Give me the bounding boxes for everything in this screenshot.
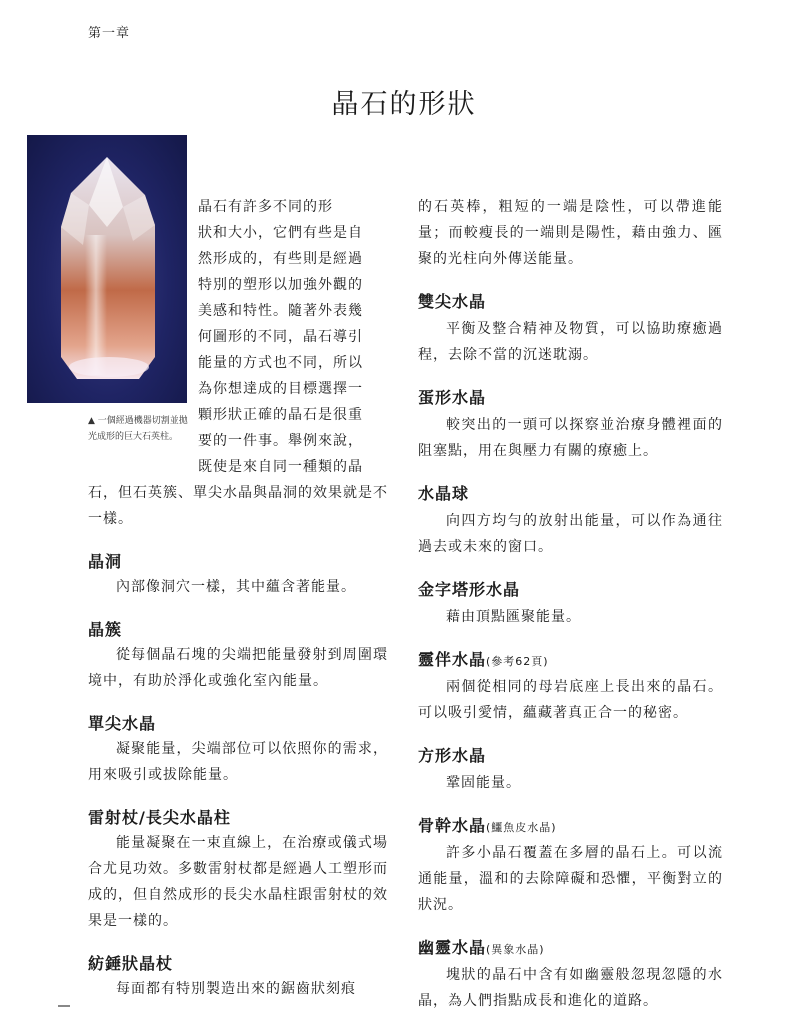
- intro-line: 要的一件事。舉例來說，: [198, 433, 363, 449]
- section-text: 藉由頂點匯聚能量。: [446, 609, 581, 625]
- heading-text: 雙尖水晶: [418, 292, 487, 311]
- heading-text: 方形水晶: [418, 746, 487, 765]
- heading-note: (異象水晶): [486, 943, 545, 956]
- right-column: [418, 194, 723, 1013]
- section-text: 能量凝聚在一束直線上，在治療或儀式場合尤見功效。多數雷射杖都是經過人工塑形而成的，但自然成形的長尖水晶柱跟雷射杖的效果是一樣的。: [88, 835, 388, 929]
- heading-text: 靈伴水晶: [418, 650, 487, 669]
- section-heading: [418, 744, 723, 770]
- intro-line: 為你想達成的目標選擇一: [198, 381, 363, 397]
- section-heading: [418, 578, 723, 604]
- section-text: 平衡及整合精神及物質，可以協助療癒過程，去除不當的沉迷耽溺。: [418, 321, 723, 363]
- section-text: 塊狀的晶石中含有如幽靈般忽現忽隱的水晶，為人們指點成長和進化的道路。: [418, 967, 723, 1009]
- section-text: 從每個晶石塊的尖端把能量發射到周圍環境中，有助於淨化或強化室內能量。: [88, 647, 388, 689]
- continued-paragraph: 的石英棒，粗短的一端是陰性，可以帶進能量；而較瘦長的一端則是陽性，藉由強力、匯聚的光柱向外傳送能量。: [418, 199, 723, 267]
- intro-line: 狀和大小，它們有些是自: [198, 225, 363, 241]
- section-heading: [418, 814, 723, 840]
- heading-note: (鱷魚皮水晶): [486, 821, 557, 834]
- left-column: [88, 194, 388, 1002]
- page-title: 晶石的形狀: [331, 89, 477, 120]
- heading-note: (參考62頁): [486, 655, 549, 668]
- intro-line: 能量的方式也不同，所以: [198, 355, 363, 371]
- section-text: 兩個從相同的母岩底座上長出來的晶石。可以吸引愛情，蘊藏著真正合一的秘密。: [418, 679, 723, 721]
- intro-line: 既使是來自同一種類的晶: [198, 459, 363, 475]
- section-text: 許多小晶石覆蓋在多層的晶石上。可以流通能量，溫和的去除障礙和恐懼，平衡對立的狀況。: [418, 845, 723, 913]
- section-heading: 雷射杖/長尖水晶柱: [88, 808, 231, 827]
- intro-continuation: 石，但石英簇、單尖水晶與晶洞的效果就是不一樣。: [88, 485, 388, 527]
- heading-text: 蛋形水晶: [418, 388, 487, 407]
- intro-paragraph: [88, 194, 388, 480]
- photo-caption: ▲ 一個經過機器切割並拋光成形的巨大石英柱。: [88, 416, 188, 442]
- heading-text: 幽靈水晶: [418, 938, 487, 957]
- section-heading: [418, 482, 723, 508]
- section-heading: 晶洞: [88, 552, 123, 571]
- intro-line: 何圖形的不同，晶石導引: [198, 329, 363, 345]
- section-text: 較突出的一頭可以探察並治療身體裡面的阻塞點，用在與壓力有關的療癒上。: [418, 417, 723, 459]
- section-heading: 單尖水晶: [88, 714, 157, 733]
- section-heading: [418, 386, 723, 412]
- section-text: 向四方均勻的放射出能量，可以作為通往過去或未來的窗口。: [418, 513, 723, 555]
- intro-line: 晶石有許多不同的形: [198, 199, 333, 215]
- intro-line: 特別的塑形以加強外觀的: [198, 277, 363, 293]
- section-heading: 晶簇: [88, 620, 123, 639]
- heading-text: 水晶球: [418, 484, 470, 503]
- section-heading: 紡錘狀晶杖: [88, 954, 174, 973]
- intro-line: 然形成的，有些則是經過: [198, 251, 363, 267]
- intro-line: 美感和特性。隨著外表幾: [198, 303, 363, 319]
- section-heading: [418, 290, 723, 316]
- chapter-label: 第一章: [88, 26, 131, 41]
- section-text: 凝聚能量，尖端部位可以依照你的需求，用來吸引或拔除能量。: [88, 741, 388, 783]
- section-text: 鞏固能量。: [446, 775, 521, 791]
- heading-text: 金字塔形水晶: [418, 580, 521, 599]
- section-text: 內部像洞穴一樣，其中蘊含著能量。: [116, 579, 356, 595]
- intro-line: 顆形狀正確的晶石是很重: [198, 407, 363, 423]
- section-text: 每面都有特別製造出來的鋸齒狀刻痕: [116, 981, 356, 997]
- page-edge-mark: [58, 1005, 70, 1007]
- section-heading: [418, 648, 723, 674]
- section-heading: [418, 936, 723, 962]
- heading-text: 骨幹水晶: [418, 816, 487, 835]
